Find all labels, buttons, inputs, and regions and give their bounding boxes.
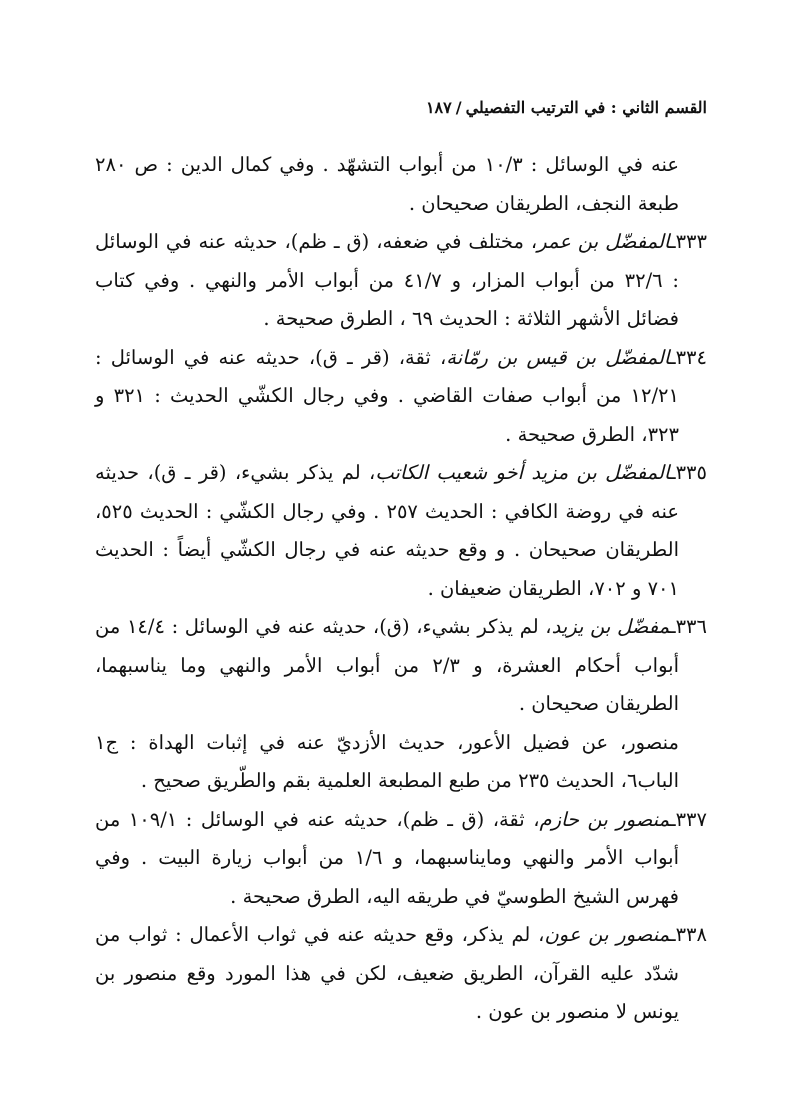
entry-text: منصور، عن فضيل الأعور، حديث الأزديّ عنه في إثبات الهداة : ج١ الباب٦، الحديث ٢٣٥ من طبع المطبعة العلمية بقم والطّريق صحيح . (95, 730, 679, 792)
narrator-name: المفضّل بن مزيد أخو شعيب الكاتب (375, 461, 670, 484)
entry-text: ، مختلف في ضعفه، (ق ـ ظم)، حديثه عنه في الوسائل : ٣٢/٦ من أبواب المزار، و ٤١/٧ من أبواب الأمر والنهي . وفي كتاب فضائل الأشهر الثلاثة : الحديث ٦٩ ، الطرق صحيحة . (95, 230, 679, 330)
entry-number: ٣٣٨ـ (669, 923, 707, 946)
narrator-name: منصور بن حازم (539, 807, 670, 831)
entry-number: ٣٣٧ـ (669, 807, 707, 831)
entry-text: عنه في الوسائل : ١٠/٣ من أبواب التشهّد . وفي كمال الدين : ص ٢٨٠ طبعة النجف، الطريقان صحيحان . (95, 153, 679, 215)
narrator-name: المفضّل بن عمر (537, 230, 670, 253)
entry-text: ، لم يذكر بشيء، (قر ـ ق)، حديثه عنه في روضة الكافي : الحديث ٢٥٧ . وفي رجال الكشّي : الحديث ٥٢٥، الطريقان صحيحان . و وقع حديثه عنه في رجال الكشّي أيضاً : الحديث ٧٠١ و ٧٠٢، الطريقان ضعيفان . (95, 461, 680, 600)
page-number: ١٨٧ (425, 98, 452, 117)
entry-text: ، ثقة، (ق ـ ظم)، حديثه عنه في الوسائل : ١٠٩/١ من أبواب الأمر والنهي ومايناسبهما، و ١/٦ من أبواب زيارة البيت . وفي فهرس الشيخ الطوسيّ في طريقه اليه، الطرق صحيحة . (95, 807, 679, 908)
document-body (95, 146, 707, 1032)
entry-continuation (95, 146, 707, 223)
entry-text: ، ثقة، (قر ـ ق)، حديثه عنه في الوسائل : ١٢/٢١ من أبواب صفات القاضي . وفي رجال الكشّي الحديث : ٣٢١ و ٣٢٣، الطرق صحيحة . (95, 345, 679, 446)
entry-number: ٣٣٥ـ (669, 461, 707, 484)
entry-number: ٣٣٤ـ (669, 345, 707, 369)
narrator-name: مفضّل بن يزيد (551, 615, 670, 638)
entry-334 (95, 339, 707, 455)
entry-number: ٣٣٣ـ (669, 230, 707, 253)
entry-number: ٣٣٦ـ (669, 615, 707, 638)
entry-335 (95, 454, 707, 608)
entry-note (95, 724, 707, 801)
narrator-name: منصور بن عون (544, 923, 670, 946)
entry-338 (95, 916, 707, 1032)
entry-336 (95, 608, 707, 724)
page-header (426, 98, 707, 117)
entry-text: ، لم يذكر بشيء، (ق)، حديثه عنه في الوسائل : ١٤/٤ من أبواب أحكام العشرة، و ٢/٣ من أبواب الأمر والنهي وما يناسبهما، الطريقان صحيحان . (95, 615, 679, 715)
entry-337 (95, 801, 707, 917)
entry-text: ، لم يذكر، وقع حديثه عنه في ثواب الأعمال : ثواب من شدّد عليه القرآن، الطريق ضعيف، لكن في هذا المورد وقع منصور بن يونس لا منصور بن عون . (95, 923, 679, 1023)
document-page (95, 0, 707, 1100)
narrator-name: المفضّل بن قيس بن رمّانة (446, 345, 670, 369)
entry-333 (95, 223, 707, 339)
header-section-title: القسم الثاني : في الترتيب التفصيلي (465, 98, 707, 117)
header-separator: / (455, 98, 462, 117)
